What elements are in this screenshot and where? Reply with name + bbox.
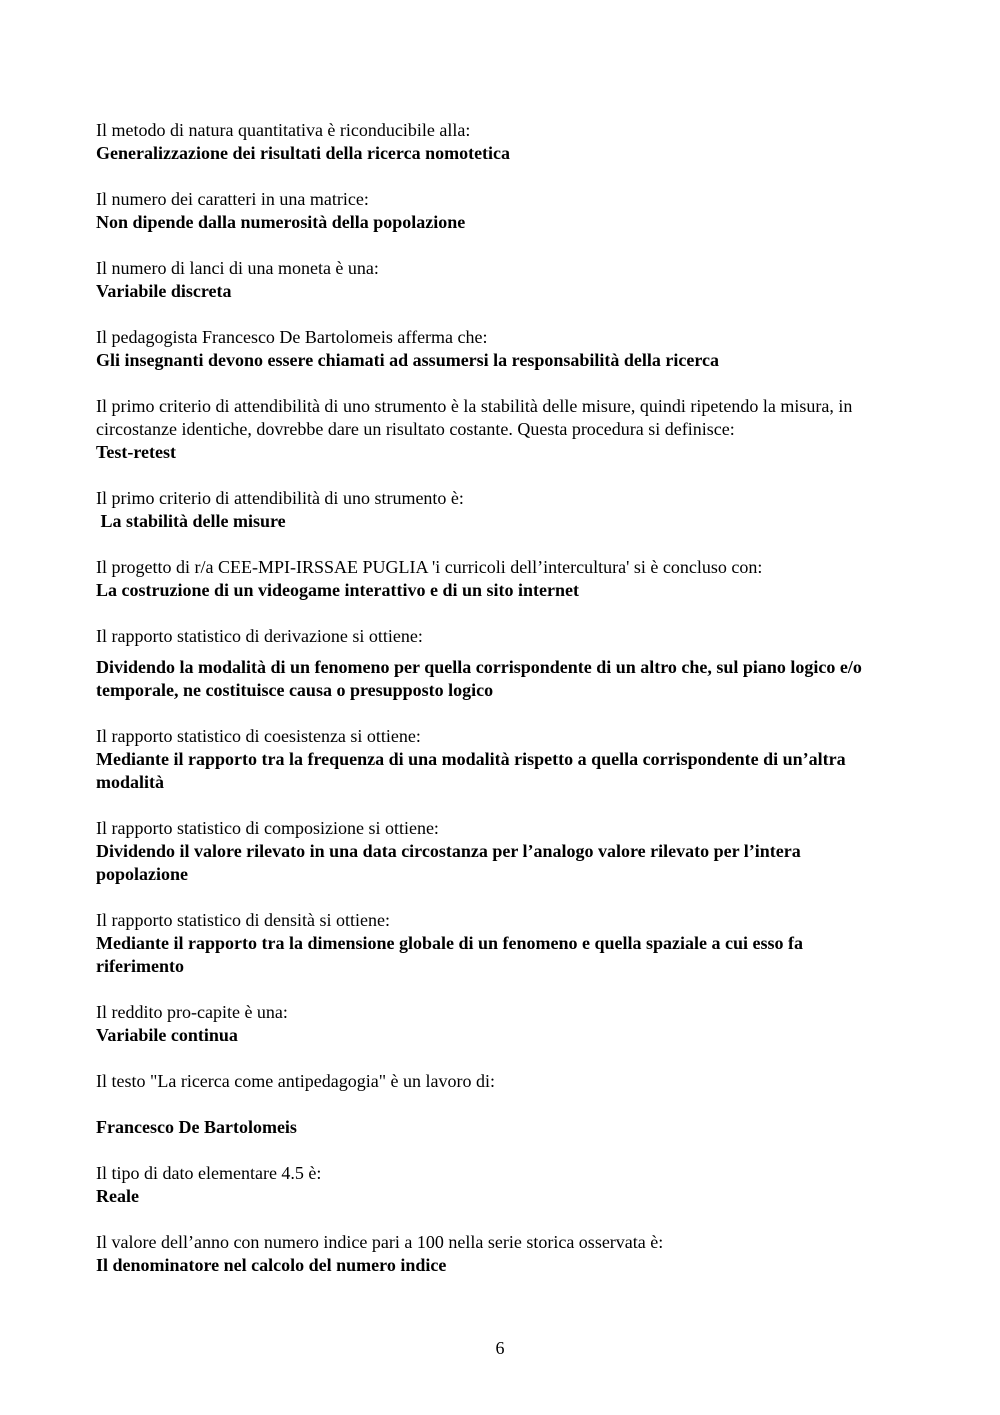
answer-text: Variabile discreta xyxy=(96,281,232,301)
question-text: Il numero dei caratteri in una matrice: xyxy=(96,189,369,209)
question-text: Il rapporto statistico di derivazione si ottiene: xyxy=(96,626,423,646)
answer-text: Il denominatore nel calcolo del numero indice xyxy=(96,1255,447,1275)
answer-text: Gli insegnanti devono essere chiamati ad assumersi la responsabilità della ricerca xyxy=(96,350,719,370)
question-text: Il pedagogista Francesco De Bartolomeis afferma che: xyxy=(96,327,488,347)
answer-text: Francesco De Bartolomeis xyxy=(96,1117,297,1137)
question-text: Il numero di lanci di una moneta è una: xyxy=(96,258,379,278)
question-text: Il progetto di r/a CEE-MPI-IRSSAE PUGLIA 'i curricoli dell’intercultura' si è concluso con: xyxy=(96,557,763,577)
qa-item xyxy=(96,1070,906,1139)
qa-item xyxy=(96,1231,906,1277)
question-text: Il valore dell’anno con numero indice pari a 100 nella serie storica osservata è: xyxy=(96,1232,664,1252)
question-text: Il testo "La ricerca come antipedagogia" è un lavoro di: xyxy=(96,1071,496,1091)
answer-text: Reale xyxy=(96,1186,139,1206)
answer-text: Generalizzazione dei risultati della ricerca nomotetica xyxy=(96,143,511,163)
qa-item xyxy=(96,326,906,372)
question-text: Il metodo di natura quantitativa è riconducibile alla: xyxy=(96,120,471,140)
qa-item xyxy=(96,395,906,464)
qa-item xyxy=(96,1001,906,1047)
answer-text: Dividendo il valore rilevato in una data circostanza per l’analogo valore rilevato per l’intera popolazione xyxy=(96,841,801,884)
answer-text: Mediante il rapporto tra la dimensione globale di un fenomeno e quella spaziale a cui esso fa riferimento xyxy=(96,933,803,976)
qa-item xyxy=(96,257,906,303)
qa-item xyxy=(96,625,906,702)
question-text: Il primo criterio di attendibilità di uno strumento è la stabilità delle misure, quindi ripetendo la misura, in circostanze identiche, dovrebbe dare un risultato costante. Questa procedura si definisce: xyxy=(96,396,853,439)
question-text: Il reddito pro-capite è una: xyxy=(96,1002,288,1022)
answer-text: Test-retest xyxy=(96,442,176,462)
page-body xyxy=(96,119,906,1300)
question-text: Il rapporto statistico di coesistenza si ottiene: xyxy=(96,726,421,746)
question-text: Il tipo di dato elementare 4.5 è: xyxy=(96,1163,322,1183)
qa-item xyxy=(96,188,906,234)
answer-text: La costruzione di un videogame interattivo e di un sito internet xyxy=(96,580,579,600)
question-text: Il primo criterio di attendibilità di uno strumento è: xyxy=(96,488,464,508)
qa-item xyxy=(96,1162,906,1208)
question-text: Il rapporto statistico di composizione si ottiene: xyxy=(96,818,439,838)
answer-text: Non dipende dalla numerosità della popolazione xyxy=(96,212,466,232)
qa-item xyxy=(96,556,906,602)
qa-item xyxy=(96,487,906,533)
qa-item xyxy=(96,909,906,978)
answer-text: La stabilità delle misure xyxy=(96,511,286,531)
page-number: 6 xyxy=(495,1338,505,1358)
answer-text: Variabile continua xyxy=(96,1025,238,1045)
question-text: Il rapporto statistico di densità si ottiene: xyxy=(96,910,390,930)
qa-item xyxy=(96,119,906,165)
qa-item xyxy=(96,817,906,886)
answer-text: Mediante il rapporto tra la frequenza di una modalità rispetto a quella corrispondente di un’altra modalità xyxy=(96,749,846,792)
answer-text: Dividendo la modalità di un fenomeno per quella corrispondente di un altro che, sul piano logico e/o temporale, ne costituisce causa o presupposto logico xyxy=(96,657,862,700)
qa-item xyxy=(96,725,906,794)
